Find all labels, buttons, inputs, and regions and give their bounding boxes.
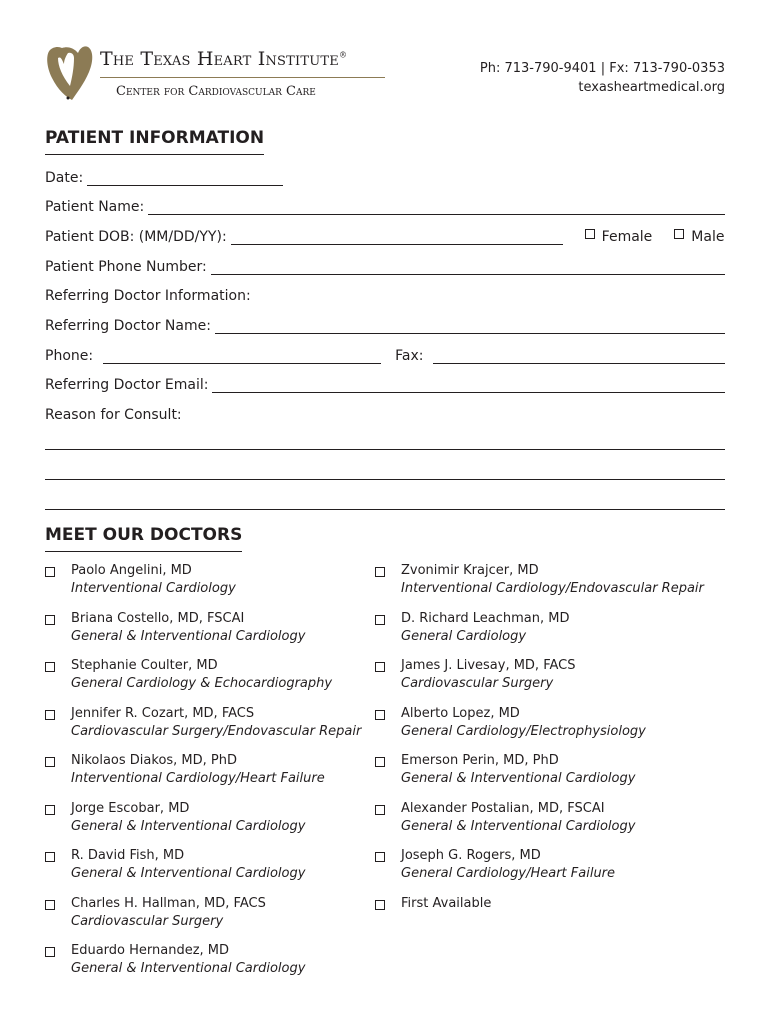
doctor-option[interactable] [45, 942, 375, 990]
doctor-specialty: General & Interventional Cardiology [401, 771, 636, 786]
reason-line-1[interactable] [45, 449, 725, 450]
org-name-rule [100, 77, 385, 78]
doctor-option[interactable] [375, 562, 725, 610]
doctor-specialty: General Cardiology & Echocardiography [71, 676, 333, 691]
doctor-text [71, 942, 305, 978]
doctor-specialty: General & Interventional Cardiology [71, 628, 306, 644]
doctor-option[interactable] [375, 657, 725, 705]
reason-row [45, 403, 725, 423]
referring-phone-field[interactable] [103, 349, 381, 364]
doctor-name: James J. Livesay, MD, FACS [401, 658, 576, 673]
referring-name-label: Referring Doctor Name: [45, 318, 211, 334]
website-link[interactable]: texasheartmedical.org [578, 80, 725, 95]
doctor-name: Paolo Angelini, MD [71, 563, 192, 578]
doctor-list [45, 562, 725, 982]
doctor-text [401, 847, 615, 883]
male-option[interactable] [674, 229, 724, 245]
doctor-checkbox[interactable] [375, 852, 385, 862]
doctor-checkbox[interactable] [375, 805, 385, 815]
patient-dob-field[interactable] [231, 230, 563, 245]
doctor-option[interactable] [45, 610, 375, 658]
reason-line-3[interactable] [45, 509, 725, 510]
patient-phone-label: Patient Phone Number: [45, 259, 207, 275]
referring-phone-label: Phone: [45, 348, 94, 364]
doctor-text [401, 657, 575, 693]
referring-name-field[interactable] [215, 319, 725, 334]
doctor-checkbox[interactable] [45, 900, 55, 910]
date-label: Date: [45, 170, 84, 186]
doctor-option[interactable] [375, 895, 725, 943]
doctor-specialty: Interventional Cardiology [71, 581, 236, 596]
doctor-checkbox[interactable] [45, 852, 55, 862]
doctor-text [71, 895, 266, 931]
female-checkbox[interactable] [585, 229, 595, 239]
date-row [45, 166, 725, 186]
doctor-checkbox[interactable] [45, 710, 55, 720]
doctor-option[interactable] [375, 800, 725, 848]
doctor-specialty: General Cardiology [401, 628, 527, 644]
doctor-text [71, 847, 305, 883]
doctor-text [71, 705, 361, 741]
patient-phone-field[interactable] [211, 260, 725, 275]
doctor-option[interactable] [45, 800, 375, 848]
doctor-specialty: General & Interventional Cardiology [71, 961, 306, 976]
doctor-checkbox[interactable] [45, 947, 55, 957]
doctor-checkbox[interactable] [375, 710, 385, 720]
patient-dob-row [45, 225, 725, 245]
doctor-text [71, 610, 305, 646]
referring-email-label: Referring Doctor Email: [45, 377, 209, 393]
referring-info-row [45, 284, 725, 304]
doctor-text [71, 752, 325, 788]
doctor-checkbox[interactable] [45, 805, 55, 815]
doctor-option[interactable] [375, 847, 725, 895]
doctor-option[interactable] [45, 705, 375, 753]
referring-email-row [45, 373, 725, 393]
doctor-specialty: Cardiovascular Surgery [401, 676, 554, 691]
doctor-specialty: Cardiovascular Surgery [71, 913, 224, 929]
patient-name-row [45, 195, 725, 215]
doctor-checkbox[interactable] [375, 900, 385, 910]
doctor-option[interactable] [375, 705, 725, 753]
reason-label: Reason for Consult: [45, 407, 182, 423]
doctor-checkbox[interactable] [375, 615, 385, 625]
patient-information-heading: PATIENT INFORMATION [45, 128, 264, 155]
doctor-option[interactable] [45, 847, 375, 895]
doctor-checkbox[interactable] [45, 757, 55, 767]
doctor-text [401, 800, 635, 836]
doctor-name: Eduardo Hernandez, MD [71, 943, 230, 958]
doctor-text [71, 800, 305, 836]
doctor-checkbox[interactable] [45, 615, 55, 625]
doctor-text [401, 610, 570, 646]
doctor-checkbox[interactable] [375, 757, 385, 767]
doctor-specialty: General & Interventional Cardiology [71, 818, 306, 834]
doctor-name: Briana Costello, MD, FSCAI [71, 610, 245, 626]
doctor-specialty: General & Interventional Cardiology [71, 866, 306, 881]
doctor-option[interactable] [375, 610, 725, 658]
registered-mark: ® [338, 50, 348, 60]
male-checkbox[interactable] [674, 229, 684, 239]
doctor-text [71, 562, 236, 598]
doctor-text [401, 705, 646, 741]
doctor-name: Charles H. Hallman, MD, FACS [71, 895, 266, 911]
date-field[interactable] [87, 171, 283, 186]
doctor-option[interactable] [45, 895, 375, 943]
doctor-option[interactable] [375, 752, 725, 800]
doctor-specialty: General Cardiology/Electrophysiology [401, 723, 646, 739]
doctor-name: Alberto Lopez, MD [401, 705, 520, 721]
referring-fax-field[interactable] [433, 349, 725, 364]
doctor-specialty: Cardiovascular Surgery/Endovascular Repair [71, 723, 362, 739]
female-option[interactable] [585, 229, 653, 245]
doctor-option[interactable] [45, 752, 375, 800]
doctor-name: Joseph G. Rogers, MD [401, 848, 541, 863]
doctor-text [71, 657, 332, 693]
referring-info-label: Referring Doctor Information: [45, 288, 251, 304]
doctor-option[interactable] [45, 562, 375, 610]
org-name: The Texas Heart Institute® [100, 48, 348, 70]
referring-email-field[interactable] [212, 378, 725, 393]
patient-dob-label: Patient DOB: (MM/DD/YY): [45, 229, 227, 245]
doctor-name: Zvonimir Krajcer, MD [401, 563, 539, 578]
doctor-name: Jorge Escobar, MD [71, 800, 190, 816]
patient-name-field[interactable] [148, 200, 725, 215]
doctor-checkbox[interactable] [45, 662, 55, 672]
referring-phone-fax-row [45, 344, 725, 364]
doctor-text [401, 752, 635, 788]
referring-name-row [45, 314, 725, 334]
female-label: Female [601, 229, 653, 245]
referring-fax-label: Fax: [395, 348, 424, 364]
doctor-name: Jennifer R. Cozart, MD, FACS [71, 705, 255, 721]
patient-phone-row [45, 255, 725, 275]
org-subtitle: Center for Cardiovascular Care [116, 84, 316, 99]
male-label: Male [691, 229, 725, 245]
doctor-name: Emerson Perin, MD, PhD [401, 753, 559, 768]
doctor-text [401, 895, 491, 913]
doctor-name: R. David Fish, MD [71, 848, 185, 863]
doctor-specialty: Interventional Cardiology/Heart Failure [71, 771, 325, 786]
doctor-specialty: Interventional Cardiology/Endovascular Repair [401, 581, 704, 596]
reason-line-2[interactable] [45, 479, 725, 480]
patient-name-label: Patient Name: [45, 199, 145, 215]
doctor-specialty: General & Interventional Cardiology [401, 818, 636, 834]
doctor-specialty: General Cardiology/Heart Failure [401, 866, 616, 881]
contact-block [480, 59, 725, 97]
meet-our-doctors-heading: MEET OUR DOCTORS [45, 525, 242, 552]
heart-logo-icon [44, 44, 96, 102]
doctor-checkbox[interactable] [375, 567, 385, 577]
doctor-name: Alexander Postalian, MD, FSCAI [401, 800, 605, 816]
doctor-option[interactable] [45, 657, 375, 705]
phone-fax-text: Ph: 713-790-9401 | Fx: 713-790-0353 [479, 61, 725, 76]
doctor-checkbox[interactable] [375, 662, 385, 672]
doctor-name: D. Richard Leachman, MD [401, 610, 570, 626]
doctor-name: First Available [401, 895, 492, 911]
doctor-name: Stephanie Coulter, MD [71, 658, 218, 673]
doctor-name: Nikolaos Diakos, MD, PhD [71, 753, 238, 768]
doctor-text [401, 562, 704, 598]
doctor-checkbox[interactable] [45, 567, 55, 577]
